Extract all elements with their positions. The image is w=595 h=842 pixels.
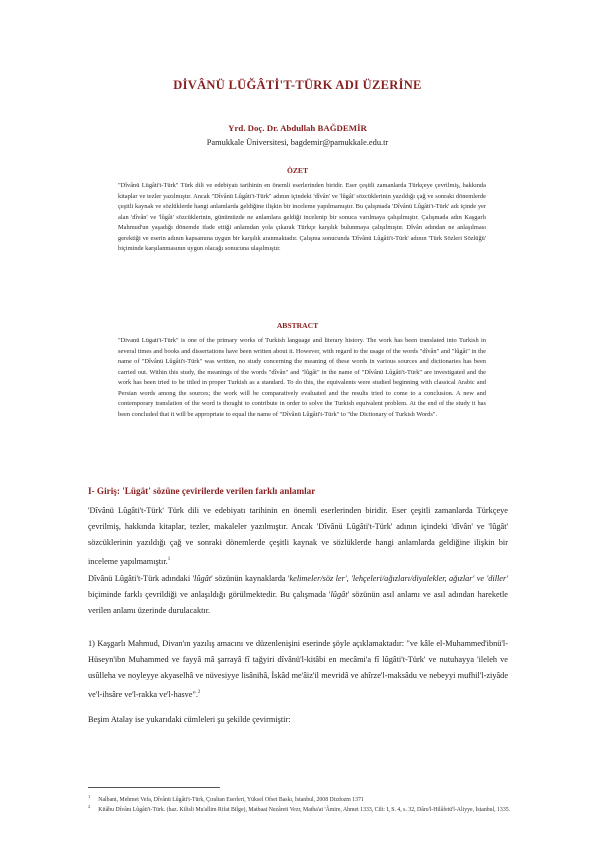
footnote-2: [88, 803, 518, 815]
p2-italic-3: lûgât: [330, 590, 348, 600]
paragraph-1-text: 'Dîvânü Lûgâti't-Türk' Türk dili ve edebiyatı tarihinin en önemli eserlerinden biridir. Eser çeşitli zamanlarda Türkçeye çevrilmiş, hakkında kitaplar, tezler, makaleler yazılmıştır. Ancak 'Dîvânü Lûgâti't-Türk' adının içindeki 'dîvân' ve 'lûgât' sözcüklerinin yazıldığı çağ ve sonraki dönemlerde çeşitli kaynak ve sözlüklerde hangi anlamlarda geldiğine ilişkin bir inceleme yapılmamıştır.: [88, 506, 508, 566]
body-paragraph-3: 1) Kaşgarlı Mahmud, Divan'ın yazılış amacını ve düzenlenişini eserinde şöyle açıklamaktadır: "ve kâle el-Muhammed'ibnü'l-Hüseyn'ibn Muhammed ve fayyâ mâ şarrayâ fî tağyiri dîvânü'l-kitâbi en mecâmi'a fî lûgâti't-Türk' ve nutuhayya 'ileleh ve usûlleha ve noyleyye akyaselhâ ve nüvesiyye lisânihâ, İskâd me'âiz'il mevridâ ve ahîrze'l-maksâdu ve nebeyyi mufhil'l-ziyâde ve'l-ihsâre ve'l-rakka ve'l-hasve".$^2$: [88, 639, 508, 699]
paragraph-3-text: 1) Kaşgarlı Mahmud, Divan'ın yazılış amacını ve düzenlenişini eserinde şöyle açıklamaktadır: "ve kâle el-Muhammed'ibnü'l-Hüseyn'ibn Muhammed ve fayyâ mâ şarrayâ fî tağyiri dîvânü'l-kitâbi en mecâmi'a fî lûgâti't-Türk' ve nutuhayya 'ileleh ve usûlleha ve noyleyye akyaselhâ ve nüvesiyye lisânihâ, İskâd me'âiz'il mevridâ ve ahîrze'l-maksâdu ve nebeyyi mufhil'l-ziyâde ve'l-ihsâre ve'l-rakka ve'l-hasve".: [88, 639, 508, 699]
p2-italic-2: kelimeler/söz ler', 'lehçeleri/ağızları/diyalekler, ağızlar' ve 'diller': [289, 574, 508, 583]
p2-part-c: biçiminde farklı çevrildiği ve anlaşıldığı görülmektedir. Bu çalışmada ': [88, 590, 331, 600]
footnote-2-text: Kitâbu Dîvânı Lûgâti't-Türk. (haz. Kilisli Mu'allim Rifat Bilge), Matbaat Nezâreti Vezr, Matba'at 'Âmire, Ahmet 1333, Cilt: I, S. 4, s. 32, Dâru'l-Hilâfetü'l-Aliyye, İstanbul, 1335.: [98, 806, 511, 813]
body-paragraph-4: Beşim Atalay ise yukarıdaki cümleleri şu şekilde çevirmiştir:: [88, 715, 291, 724]
ozet-heading: ÖZET: [286, 166, 309, 175]
p2-part-a: Dîvânü Lûgâti't-Türk adındaki ': [88, 574, 195, 583]
section-heading: I- Giriş: 'Lügât' sözüne çevirilerde verilen farklı anlamlar: [88, 486, 316, 496]
footnote-separator: [88, 787, 220, 788]
p2-part-b: ' sözünün kaynaklarda ': [211, 574, 290, 583]
body-paragraph-2: [88, 571, 508, 620]
footnote-1-number: 1: [88, 794, 91, 799]
footnote-1-text: Nalbant, Mehmet Vefa, Dîvânü Lûgâti't-Türk, Çıraltan Eserleri, Yüksel Ofset Baskı, İstanbul, 2008 Dizdozm 1371: [98, 796, 364, 803]
footnote-2-number: 2: [88, 804, 91, 809]
author-affiliation: Pamukkale Üniversitesi, bagdemir@pamukkale.edu.tr: [206, 138, 389, 147]
p2-part-d: ' sözünün asıl anlamı ve asıl adından hareketle verilen anlamı üzerinde durulacaktır.: [88, 590, 508, 616]
abstract-heading: ABSTRACT: [276, 321, 319, 330]
ozet-text: "Dîvânü Lügâti't-Türk" Türk dili ve edebiyatı tarihinin en önemli eserlerinden biridir. Eser çeşitli zamanlarda Türkçeye çevrilmiş, hakkında kitaplar ve tezler yazılmıştır. Ancak "Dîvânü Lûgâti't-Türk" adının içindeki 'dîvân' ve 'lûgât' sözcüklerinin yazıldığı çağ ve sonraki dönemlerde çeşitli kaynak ve sözlüklerde hangi anlamlarda geldiğine ilişkin bir inceleme yapılmamıştır. Bu çalışmada 'Dîvânü Lûgâti't-Türk' adı içinde yer alan 'dîvân' ve 'lûgât' sözcüklerinin, günümüzde ne anlamlara geldiği incelenip bir sonuca varılmaya çalışılmıştır. Çalışmada adın Kaşgarlı Mahmud'un yaşadığı dönemde ifade ettiği anlamdan yola çıkarak Türkçe karşılık bulunmaya çalışılmıştır. Dîvân adından ne anlaşılması gerektiği ve eserin adının kapsamına uygun bir karşılık aranmaktadır. Çalışma sonucunda 'Dîvânü Lûgâti't-Türk' adının 'Türk Sözleri Sözlüğü' biçiminde karşılanmasının uygun olacağı sonucuna ulaşılmıştır.: [118, 182, 486, 252]
body-paragraph-1: 'Dîvânü Lûgâti't-Türk' Türk dili ve edebiyatı tarihinin en önemli eserlerinden biridir. Eser çeşitli zamanlarda Türkçeye çevrilmiş, hakkında kitaplar, tezler, makaleler yazılmıştır. Ancak 'Dîvânü Lûgâti't-Türk' adının içindeki 'dîvân' ve 'lûgât' sözcüklerinin yazıldığı çağ ve sonraki dönemlerde çeşitli kaynak ve sözlüklerde hangi anlamlarda geldiğine ilişkin bir inceleme yapılmamıştır.$^1$: [88, 506, 508, 566]
p2-italic-1: lûgât: [194, 574, 212, 583]
author-name: Yrd. Doç. Dr. Abdullah BAĞDEMİR: [228, 123, 367, 133]
paper-title: DİVÂNÜ LÜĞÂTİ'T-TÜRK ADI ÜZERİNE: [173, 78, 422, 92]
abstract-text: "Divanü Lügati't-Türk" is one of the primary works of Turkish language and literary history. The work has been translated into Turkish in several times and books and dissertations have been written about it. However, with regard to the usage of the words "dîvân" and "lûgât" in the name of "Dîvânü Lûgâti't-Türk" was written, no study concerning the meaning of these words in various sources and dictionaries has been carried out. Within this study, the meanings of the words "dîvân" and "lûgât" in the name of "Dîvânü Lûgâti't-Türk" are investigated and the work has been tried to be titled in proper Turkish as a standard. To do this, the equivalents were studied beginning with classical Arabic and Persian words among the sources; the work will be comparatively evaluated and the results tried to come to a conclusion. A new and contemporary translation of the word is thought to contribute in order to solve the Turkish equivalent problem. At the end of the study it has been concluded that it will be appropriate to equal the name of "Dîvânü Lûgâti't-Türk" to "the Dictionary of Turkish Words".: [118, 337, 486, 418]
